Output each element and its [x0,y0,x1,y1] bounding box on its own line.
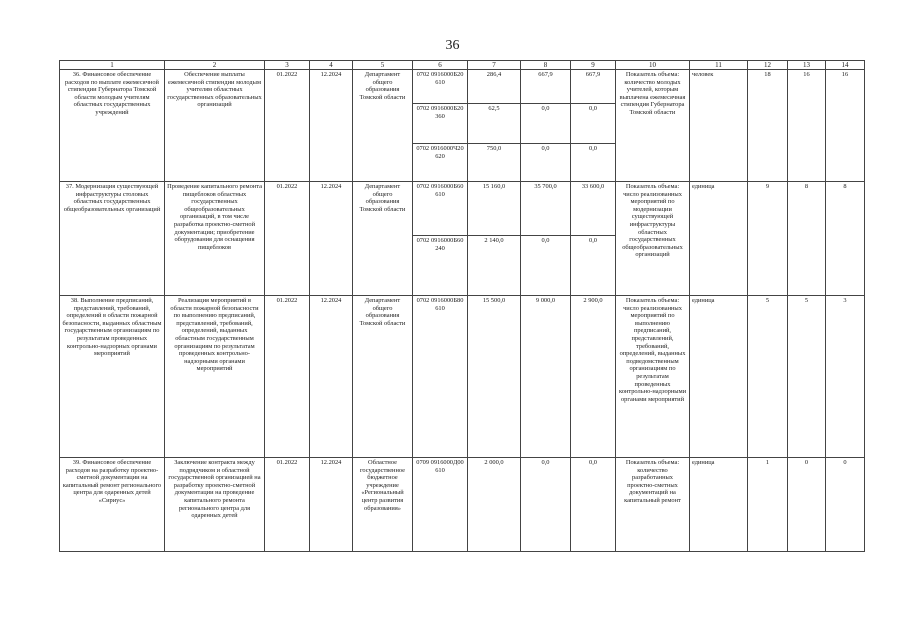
column-header: 11 [690,61,748,70]
column-header: 1 [60,61,165,70]
value-2024: 8 [826,182,865,296]
column-header: 10 [616,61,690,70]
amount-2022: 2 140,0 [468,236,521,296]
budget-code: 0709 0916000Д00 610 [413,458,468,552]
value-2023: 8 [788,182,826,296]
column-header: 13 [788,61,826,70]
activity-description: Проведение капитального ремонта пищеблоков областных государственных общеобразовательных организаций, в том числе разработка проектно-сметной документации; приобретение оборудования для оснащения пищеблоков [165,182,265,296]
amount-2024: 0,0 [571,104,616,144]
unit: человек [690,70,748,182]
budget-code: 0702 0916000Ч20 620 [413,144,468,182]
amount-2024: 0,0 [571,236,616,296]
activity-name: 37. Модернизация существующей инфраструктуры столовых областных государственных общеобразовательных организаций [60,182,165,296]
indicator: Показатель объема: число реализованных мероприятий по выполнению предписаний, представлений, требований, определений, выданных подведомственным организациям по результатам проведенных контрольно-надзорными органами мероприятий [616,296,690,458]
amount-2024: 2 900,0 [571,296,616,458]
table-row-39 [60,458,865,552]
column-header: 9 [571,61,616,70]
column-header: 6 [413,61,468,70]
value-2024: 3 [826,296,865,458]
table-row-37 [60,182,865,236]
budget-code: 0702 0916000Б60 240 [413,236,468,296]
amount-2022: 62,5 [468,104,521,144]
indicator: Показатель объема: количество молодых учителей, которым выплачена ежемесячная стипендия Губернатора Томской области [616,70,690,182]
amount-2024: 33 600,0 [571,182,616,236]
amount-2023: 0,0 [521,144,571,182]
column-number-header-row [60,61,865,70]
start-date: 01.2022 [265,182,310,296]
amount-2022: 15 500,0 [468,296,521,458]
column-header: 4 [310,61,353,70]
amount-2023: 35 700,0 [521,182,571,236]
start-date: 01.2022 [265,70,310,182]
amount-2023: 667,9 [521,70,571,104]
executor: Департамент общего образования Томской области [353,182,413,296]
value-2023: 0 [788,458,826,552]
column-header: 12 [748,61,788,70]
executor: Департамент общего образования Томской области [353,296,413,458]
indicator: Показатель объема: число реализованных мероприятий по модернизации существующей инфраструктуры областных государственных общеобразовательных организаций [616,182,690,296]
table-row-38 [60,296,865,458]
activity-description: Обеспечение выплаты ежемесячной стипендии молодым учителям областных государственных образовательных организаций [165,70,265,182]
column-header: 5 [353,61,413,70]
activity-name: 38. Выполнение предписаний, представлений, требований, определений в области пожарной безопасности, выданных областным государственным организациям по результатам проведенных контрольно-надзорных органами мероприятий [60,296,165,458]
amount-2023: 0,0 [521,236,571,296]
end-date: 12.2024 [310,296,353,458]
budget-code: 0702 0916000Б60 610 [413,182,468,236]
value-2024: 0 [826,458,865,552]
amount-2022: 2 000,0 [468,458,521,552]
table-row-36 [60,70,865,104]
unit: единица [690,296,748,458]
amount-2024: 667,9 [571,70,616,104]
activity-name: 39. Финансовое обеспечение расходов на разработку проектно-сметной документации на капитальный ремонт регионального центра для одаренных детей «Сириус» [60,458,165,552]
column-header: 14 [826,61,865,70]
program-activities-table [59,60,865,552]
activity-description: Реализация мероприятий в области пожарной безопасности по выполнению предписаний, представлений, требований, определений, выданных областным государственным организациям по результатам проведенных контрольно-надзорными органами мероприятий [165,296,265,458]
end-date: 12.2024 [310,458,353,552]
column-header: 8 [521,61,571,70]
executor: Областное государственное бюджетное учреждение «Региональный центр развития образования» [353,458,413,552]
budget-code: 0702 0916000Б80 610 [413,296,468,458]
budget-code: 0702 0916000Б20 360 [413,104,468,144]
amount-2023: 0,0 [521,104,571,144]
value-2022: 18 [748,70,788,182]
value-2023: 16 [788,70,826,182]
start-date: 01.2022 [265,296,310,458]
value-2022: 5 [748,296,788,458]
column-header: 3 [265,61,310,70]
amount-2023: 0,0 [521,458,571,552]
page-number: 36 [445,38,460,53]
value-2023: 5 [788,296,826,458]
end-date: 12.2024 [310,182,353,296]
value-2024: 16 [826,70,865,182]
value-2022: 1 [748,458,788,552]
unit: единица [690,182,748,296]
budget-code: 0702 0916000Б20 610 [413,70,468,104]
amount-2022: 286,4 [468,70,521,104]
indicator: Показатель объема: количество разработанных проектно-сметных документаций на капитальный ремонт [616,458,690,552]
start-date: 01.2022 [265,458,310,552]
amount-2024: 0,0 [571,144,616,182]
activity-name: 36. Финансовое обеспечение расходов по выплате ежемесячной стипендии Губернатора Томской области молодым учителям областных государственных учреждений [60,70,165,182]
activity-description: Заключение контракта между подрядчиком и областной государственной организацией на разработку проектно-сметной документации на проведение капитального ремонта регионального центра для одаренных детей [165,458,265,552]
amount-2022: 15 160,0 [468,182,521,236]
end-date: 12.2024 [310,70,353,182]
unit: единица [690,458,748,552]
value-2022: 9 [748,182,788,296]
amount-2023: 9 000,0 [521,296,571,458]
amount-2022: 750,0 [468,144,521,182]
amount-2024: 0,0 [571,458,616,552]
executor: Департамент общего образования Томской области [353,70,413,182]
column-header: 7 [468,61,521,70]
column-header: 2 [165,61,265,70]
